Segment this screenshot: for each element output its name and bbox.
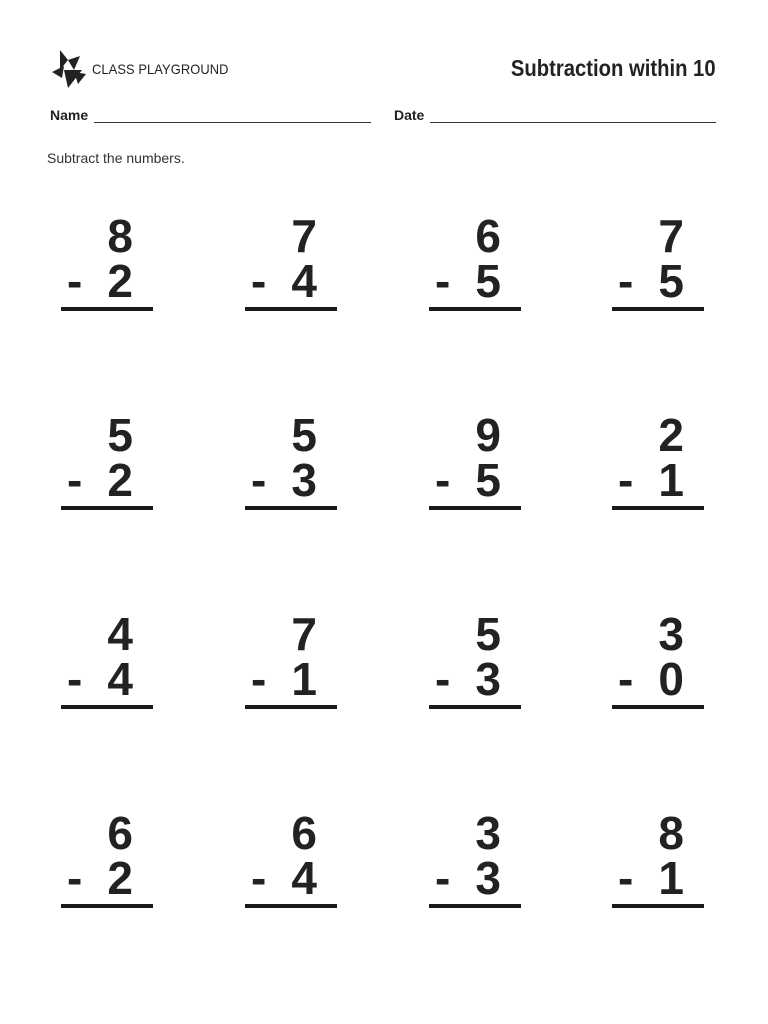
- minus-sign: -: [435, 454, 451, 506]
- subtrahend: 2: [107, 255, 133, 307]
- minuend: 2: [658, 409, 684, 461]
- subtraction-problem: [612, 608, 704, 711]
- worksheet-title: Subtraction within 10: [511, 55, 716, 81]
- answer-line: [61, 904, 153, 908]
- subtraction-problem: [245, 409, 337, 512]
- answer-line: [245, 307, 337, 311]
- minus-sign: -: [435, 653, 451, 705]
- subtrahend: 3: [291, 454, 317, 506]
- subtraction-problem: [612, 409, 704, 512]
- subtraction-problem: [61, 807, 153, 910]
- minus-sign: -: [618, 255, 634, 307]
- subtrahend: 1: [291, 653, 317, 705]
- subtrahend: 3: [475, 653, 501, 705]
- subtraction-problem: [429, 210, 521, 313]
- minus-sign: -: [67, 653, 83, 705]
- minuend: 5: [107, 409, 133, 461]
- minuend: 5: [475, 608, 501, 660]
- subtrahend: 4: [291, 255, 317, 307]
- name-field[interactable]: [50, 107, 371, 123]
- answer-line: [61, 506, 153, 510]
- answer-line: [612, 506, 704, 510]
- subtraction-problem: [245, 210, 337, 313]
- subtrahend: 4: [291, 852, 317, 904]
- subtraction-problem: [245, 608, 337, 711]
- minuend: 3: [658, 608, 684, 660]
- minus-sign: -: [435, 255, 451, 307]
- subtrahend: 5: [475, 255, 501, 307]
- date-blank-line[interactable]: [430, 108, 716, 123]
- subtrahend: 5: [658, 255, 684, 307]
- answer-line: [612, 307, 704, 311]
- answer-line: [612, 904, 704, 908]
- minuend: 7: [658, 210, 684, 262]
- brand-logo: [50, 48, 240, 90]
- answer-line: [245, 705, 337, 709]
- subtrahend: 2: [107, 454, 133, 506]
- minus-sign: -: [251, 653, 267, 705]
- answer-line: [612, 705, 704, 709]
- minus-sign: -: [251, 255, 267, 307]
- name-blank-line[interactable]: [94, 108, 371, 123]
- subtrahend: 3: [475, 852, 501, 904]
- answer-line: [61, 307, 153, 311]
- answer-line: [61, 705, 153, 709]
- date-field[interactable]: [394, 107, 716, 123]
- minus-sign: -: [618, 653, 634, 705]
- minuend: 3: [475, 807, 501, 859]
- name-label: Name: [50, 107, 89, 123]
- subtraction-problem: [61, 409, 153, 512]
- date-label: Date: [394, 107, 425, 123]
- subtraction-problem: [429, 409, 521, 512]
- minuend: 6: [475, 210, 501, 262]
- subtraction-problem: [61, 210, 153, 313]
- minuend: 8: [658, 807, 684, 859]
- subtrahend: 2: [107, 852, 133, 904]
- minus-sign: -: [251, 852, 267, 904]
- minuend: 5: [291, 409, 317, 461]
- minuend: 7: [291, 608, 317, 660]
- subtraction-problem: [61, 608, 153, 711]
- subtraction-problem: [612, 807, 704, 910]
- minuend: 4: [107, 608, 133, 660]
- brand-name: CLASS PLAYGROUND: [92, 61, 229, 77]
- answer-line: [429, 705, 521, 709]
- subtraction-problem: [429, 608, 521, 711]
- answer-line: [429, 904, 521, 908]
- answer-line: [245, 506, 337, 510]
- minus-sign: -: [618, 852, 634, 904]
- answer-line: [429, 506, 521, 510]
- instructions-text: Subtract the numbers.: [47, 150, 185, 166]
- answer-line: [429, 307, 521, 311]
- minuend: 8: [107, 210, 133, 262]
- minus-sign: -: [618, 454, 634, 506]
- subtrahend: 1: [658, 454, 684, 506]
- subtrahend: 0: [658, 653, 684, 705]
- minus-sign: -: [67, 454, 83, 506]
- minuend: 6: [291, 807, 317, 859]
- minuend: 7: [291, 210, 317, 262]
- subtraction-problem: [429, 807, 521, 910]
- answer-line: [245, 904, 337, 908]
- minuend: 6: [107, 807, 133, 859]
- minus-sign: -: [435, 852, 451, 904]
- minus-sign: -: [67, 255, 83, 307]
- minus-sign: -: [251, 454, 267, 506]
- subtrahend: 5: [475, 454, 501, 506]
- minuend: 9: [475, 409, 501, 461]
- subtraction-problem: [245, 807, 337, 910]
- subtrahend: 4: [107, 653, 133, 705]
- class-playground-logo-icon: [50, 48, 88, 90]
- subtraction-problem: [612, 210, 704, 313]
- minus-sign: -: [67, 852, 83, 904]
- subtrahend: 1: [658, 852, 684, 904]
